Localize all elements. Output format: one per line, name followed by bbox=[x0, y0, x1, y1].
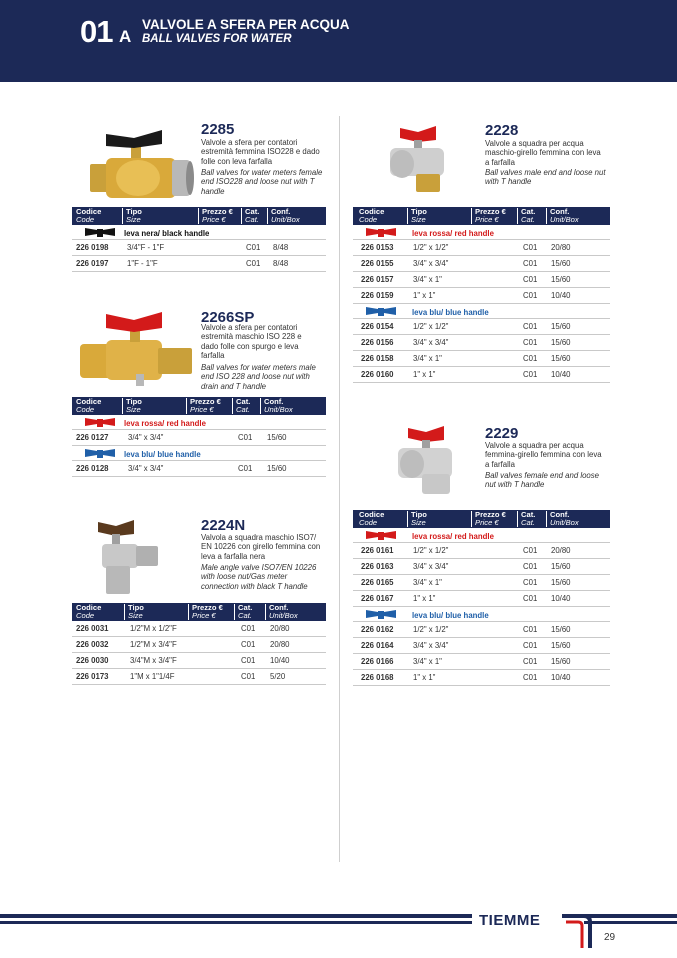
col-price: Prezzo € Price € bbox=[198, 208, 233, 224]
col-cat: Cat. Cat. bbox=[517, 511, 535, 527]
section-title: VALVOLE A SFERA PER ACQUA bbox=[142, 17, 350, 32]
table-row: 226 0173 1"M x 1"1/4F C01 5/20 bbox=[72, 669, 326, 685]
col-cat: Cat. Cat. bbox=[234, 604, 252, 620]
table-row: 226 0197 1"F - 1"F C01 8/48 bbox=[72, 256, 326, 272]
blue-handle-icon bbox=[365, 306, 397, 316]
table-row: 226 0127 3/4" x 3/4" C01 15/60 bbox=[72, 430, 326, 446]
handle-row-blue: leva blu/ blue handle bbox=[353, 304, 610, 319]
table-row: 226 0154 1/2" x 1/2" C01 15/60 bbox=[353, 319, 610, 335]
valve-2229-image bbox=[392, 424, 468, 496]
red-handle-icon bbox=[365, 227, 397, 237]
product-code-2266sp: 2266SP bbox=[201, 309, 255, 326]
brand-logo: TIEMME bbox=[479, 912, 541, 929]
col-cat: Cat. Cat. bbox=[241, 208, 259, 224]
product-code-2229: 2229 bbox=[485, 425, 519, 442]
table-header bbox=[72, 603, 326, 621]
description-it-2285: Valvole a sfera per contatori estremità femmina ISO228 e dado folle con leva farfalla bbox=[201, 138, 320, 166]
table-2224n bbox=[72, 603, 326, 685]
table-row: 226 0161 1/2" x 1/2" C01 20/80 bbox=[353, 543, 610, 559]
table-header bbox=[353, 510, 610, 528]
section-number: 01 bbox=[80, 14, 113, 49]
table-row: 226 0031 1/2"M x 1/2"F C01 20/80 bbox=[72, 621, 326, 637]
table-row: 226 0166 3/4" x 1" C01 15/60 bbox=[353, 654, 610, 670]
page-number: 29 bbox=[604, 932, 616, 943]
table-row: 226 0162 1/2" x 1/2" C01 15/60 bbox=[353, 622, 610, 638]
col-cat: Cat. Cat. bbox=[232, 398, 250, 414]
table-row: 226 0168 1" x 1" C01 10/40 bbox=[353, 670, 610, 686]
description-en-2228: Ball valves male end and loose nut with T handle bbox=[485, 168, 606, 187]
description-it-2228: Valvole a squadra per acqua maschio-girello femmina con leva a farfalla bbox=[485, 139, 601, 167]
table-2229 bbox=[353, 510, 610, 686]
section-letter: A bbox=[119, 27, 132, 46]
table-header bbox=[72, 207, 326, 225]
blue-handle-icon bbox=[84, 448, 116, 458]
table-2285 bbox=[72, 207, 326, 272]
table-row: 226 0159 1" x 1" C01 10/40 bbox=[353, 288, 610, 304]
col-price: Prezzo € Price € bbox=[188, 604, 223, 620]
col-conf: Conf. Unit/Box bbox=[265, 604, 298, 620]
col-size: Tipo Size bbox=[122, 398, 142, 414]
table-2266sp bbox=[72, 397, 326, 477]
table-row: 226 0128 3/4" x 3/4" C01 15/60 bbox=[72, 461, 326, 477]
description-en-2224n: Male angle valve ISO7/EN 10226 with loose nut/Gas meter connection with black T handle bbox=[201, 563, 317, 591]
handle-row-black: leva nera/ black handle bbox=[72, 225, 326, 240]
col-cat: Cat. Cat. bbox=[517, 208, 535, 224]
product-code-2224n: 2224N bbox=[201, 517, 246, 534]
table-row: 226 0165 3/4" x 1" C01 15/60 bbox=[353, 575, 610, 591]
col-price: Prezzo € Price € bbox=[471, 511, 506, 527]
table-row: 226 0158 3/4" x 1" C01 15/60 bbox=[353, 351, 610, 367]
col-size: Tipo Size bbox=[407, 511, 427, 527]
table-row: 226 0163 3/4" x 3/4" C01 15/60 bbox=[353, 559, 610, 575]
table-row: 226 0167 1" x 1" C01 10/40 bbox=[353, 591, 610, 607]
red-handle-icon bbox=[84, 417, 116, 427]
table-row: 226 0032 1/2"M x 3/4"F C01 20/80 bbox=[72, 637, 326, 653]
col-code: Codice Code bbox=[359, 510, 385, 527]
description-en-2285: Ball valves for water meters female end ISO228 and loose nut with T handle bbox=[201, 168, 323, 196]
handle-row-blue: leva blu/ blue handle bbox=[72, 446, 326, 461]
brand-mark-icon bbox=[562, 908, 592, 948]
col-price: Prezzo € Price € bbox=[471, 208, 506, 224]
col-conf: Conf. Unit/Box bbox=[267, 208, 300, 224]
description-it-2266sp: Valvole a sfera per contatori estremità maschio ISO 228 e dado folle con spurgo e leva farfalla bbox=[201, 323, 302, 361]
valve-2228-image bbox=[380, 124, 456, 194]
table-row: 226 0153 1/2" x 1/2" C01 20/80 bbox=[353, 240, 610, 256]
table-row: 226 0160 1" x 1" C01 10/40 bbox=[353, 367, 610, 383]
col-conf: Conf. Unit/Box bbox=[546, 208, 579, 224]
table-row: 226 0157 3/4" x 1" C01 15/60 bbox=[353, 272, 610, 288]
col-size: Tipo Size bbox=[122, 208, 142, 224]
table-2228 bbox=[353, 207, 610, 383]
col-code: Codice Code bbox=[76, 603, 102, 620]
table-header bbox=[353, 207, 610, 225]
table-row: 226 0156 3/4" x 3/4" C01 15/60 bbox=[353, 335, 610, 351]
col-size: Tipo Size bbox=[407, 208, 427, 224]
col-price: Prezzo € Price € bbox=[186, 398, 221, 414]
handle-row-red: leva rossa/ red handle bbox=[353, 528, 610, 543]
section-subtitle: BALL VALVES FOR WATER bbox=[142, 33, 292, 45]
col-size: Tipo Size bbox=[124, 604, 144, 620]
table-row: 226 0030 3/4"M x 3/4"F C01 10/40 bbox=[72, 653, 326, 669]
product-code-2285: 2285 bbox=[201, 121, 235, 138]
handle-row-red: leva rossa/ red handle bbox=[72, 415, 326, 430]
valve-2266sp-image bbox=[76, 300, 198, 386]
page-header bbox=[0, 0, 677, 82]
handle-row-blue: leva blu/ blue handle bbox=[353, 607, 610, 622]
description-it-2224n: Valvola a squadra maschio ISO7/ EN 10226 con girello femmina con leva a farfalla nera bbox=[201, 533, 321, 561]
red-handle-icon bbox=[365, 530, 397, 540]
table-row: 226 0198 3/4"F - 1"F C01 8/48 bbox=[72, 240, 326, 256]
description-it-2229: Valvole a squadra per acqua femmina-girello femmina con leva a farfalla bbox=[485, 441, 602, 469]
description-en-2229: Ball valves female end and loose nut with T handle bbox=[485, 471, 599, 490]
column-divider bbox=[339, 116, 340, 862]
black-handle-icon bbox=[84, 227, 116, 237]
handle-row-red: leva rossa/ red handle bbox=[353, 225, 610, 240]
valve-2285-image bbox=[76, 120, 198, 200]
description-en-2266sp: Ball valves for water meters male end ISO 228 and loose nut with drain and T handle bbox=[201, 363, 316, 391]
table-header bbox=[72, 397, 326, 415]
col-conf: Conf. Unit/Box bbox=[546, 511, 579, 527]
col-code: Codice Code bbox=[76, 397, 102, 414]
col-code: Codice Code bbox=[359, 207, 385, 224]
blue-handle-icon bbox=[365, 609, 397, 619]
valve-2224n-image bbox=[94, 516, 162, 596]
col-code: Codice Code bbox=[76, 207, 102, 224]
product-code-2228: 2228 bbox=[485, 122, 519, 139]
col-conf: Conf. Unit/Box bbox=[260, 398, 293, 414]
table-row: 226 0164 3/4" x 3/4" C01 15/60 bbox=[353, 638, 610, 654]
table-row: 226 0155 3/4" x 3/4" C01 15/60 bbox=[353, 256, 610, 272]
